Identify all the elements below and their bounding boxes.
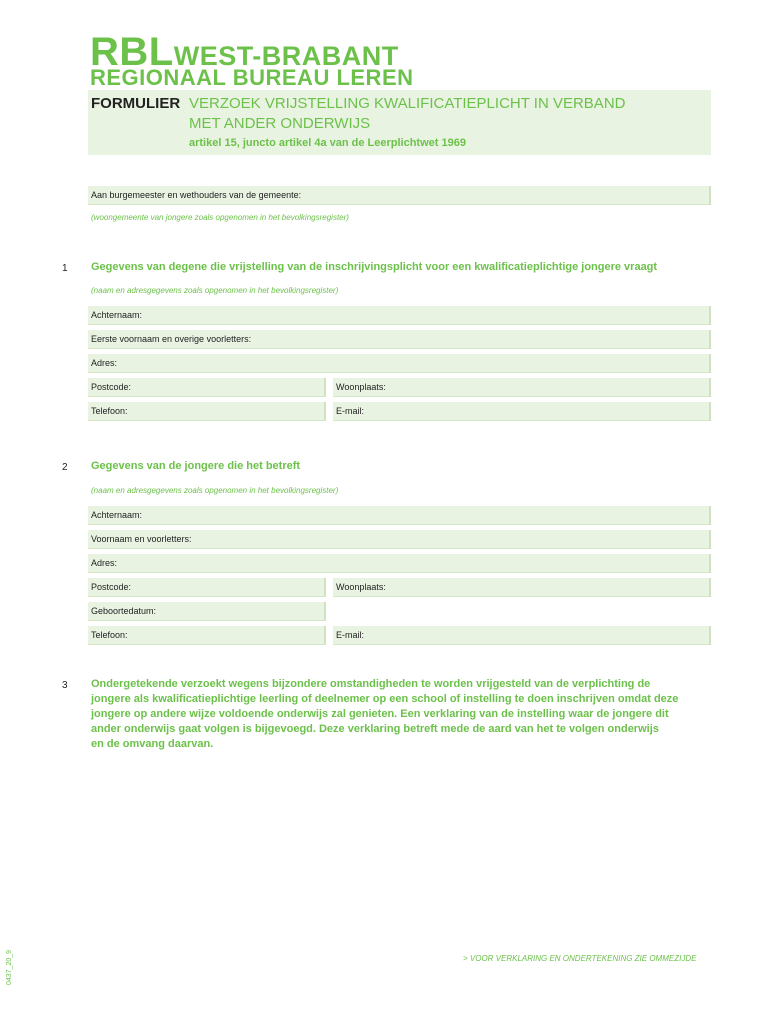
s1-email-label: E-mail: <box>336 406 365 416</box>
s2-email-label: E-mail: <box>336 630 365 640</box>
s2-geboortedatum-label: Geboortedatum: <box>91 606 157 616</box>
s2-geboortedatum-field[interactable] <box>88 602 326 621</box>
s2-achternaam-field[interactable] <box>88 506 711 525</box>
s2-postcode-label: Postcode: <box>91 582 132 592</box>
gemeente-field[interactable] <box>88 186 711 205</box>
section-2-heading: Gegevens van de jongere die het betreft <box>91 460 301 472</box>
s2-adres-field[interactable] <box>88 554 711 573</box>
s2-telefoon-field[interactable] <box>88 626 326 645</box>
form-code: 0437_20_9 <box>6 949 13 985</box>
s1-adres-field[interactable] <box>88 354 711 373</box>
section-1-number: 1 <box>62 263 68 274</box>
s1-postcode-field[interactable] <box>88 378 326 397</box>
s1-email-field[interactable] <box>333 402 711 421</box>
s1-telefoon-label: Telefoon: <box>91 406 128 416</box>
s2-postcode-field[interactable] <box>88 578 326 597</box>
s2-woonplaats-label: Woonplaats: <box>336 582 386 592</box>
s2-adres-label: Adres: <box>91 558 118 568</box>
section-2-note: (naam en adresgegevens zoals opgenomen in het bevolkingsregister) <box>91 486 339 495</box>
form-label: FORMULIER <box>91 95 181 112</box>
s1-woonplaats-label: Woonplaats: <box>336 382 386 392</box>
s1-postcode-label: Postcode: <box>91 382 132 392</box>
section-2-number: 2 <box>62 462 68 473</box>
s2-voornaam-label: Voornaam en voorletters: <box>91 534 192 544</box>
s1-telefoon-field[interactable] <box>88 402 326 421</box>
section-3-line: ander onderwijs gaat volgen is bijgevoegd. Deze verklaring betreft mede de aard van het te volgen onderwijs <box>91 723 659 735</box>
s2-voornaam-field[interactable] <box>88 530 711 549</box>
section-3-line: en de omvang daarvan. <box>91 738 214 750</box>
s1-adres-label: Adres: <box>91 358 118 368</box>
s1-achternaam-field[interactable] <box>88 306 711 325</box>
form-subtitle: artikel 15, juncto artikel 4a van de Leerplichtwet 1969 <box>189 137 466 149</box>
section-3-line: jongere als kwalificatieplichtige leerling of deelnemer op een school of instelling te doen inschrijven omdat deze <box>91 693 679 705</box>
section-3-paragraph <box>91 677 721 752</box>
s2-woonplaats-field[interactable] <box>333 578 711 597</box>
s2-achternaam-label: Achternaam: <box>91 510 143 520</box>
s2-telefoon-label: Telefoon: <box>91 630 128 640</box>
s2-email-field[interactable] <box>333 626 711 645</box>
logo-line-2: REGIONAAL BUREAU LEREN <box>90 65 414 90</box>
s1-voornaam-field[interactable] <box>88 330 711 349</box>
gemeente-label: Aan burgemeester en wethouders van de gemeente: <box>91 190 302 200</box>
logo-rbl: RBL <box>90 30 174 74</box>
form-title-line-1: VERZOEK VRIJSTELLING KWALIFICATIEPLICHT IN VERBAND <box>189 95 626 112</box>
s1-voornaam-label: Eerste voornaam en overige voorletters: <box>91 334 252 344</box>
s1-woonplaats-field[interactable] <box>333 378 711 397</box>
section-3-number: 3 <box>62 680 68 691</box>
section-3-line: Ondergetekende verzoekt wegens bijzondere omstandigheden te worden vrijgesteld van de verplichting de <box>91 678 651 690</box>
s1-achternaam-label: Achternaam: <box>91 310 143 320</box>
logo-west-brabant: WEST-BRABANT <box>173 41 399 71</box>
section-1-heading: Gegevens van degene die vrijstelling van de inschrijvingsplicht voor een kwalificatieplichtige jongere vraagt <box>91 261 658 273</box>
section-1-note: (naam en adresgegevens zoals opgenomen in het bevolkingsregister) <box>91 286 339 295</box>
form-title-line-2: MET ANDER ONDERWIJS <box>189 115 371 132</box>
section-3-line: jongere op andere wijze voldoende onderwijs zal genieten. Een verklaring van de instelling waar de jongere dit <box>91 708 669 720</box>
continue-note: > VOOR VERKLARING EN ONDERTEKENING ZIE OMMEZIJDE <box>463 954 697 963</box>
gemeente-note: (woongemeente van jongere zoals opgenomen in het bevolkingsregister) <box>91 213 349 222</box>
